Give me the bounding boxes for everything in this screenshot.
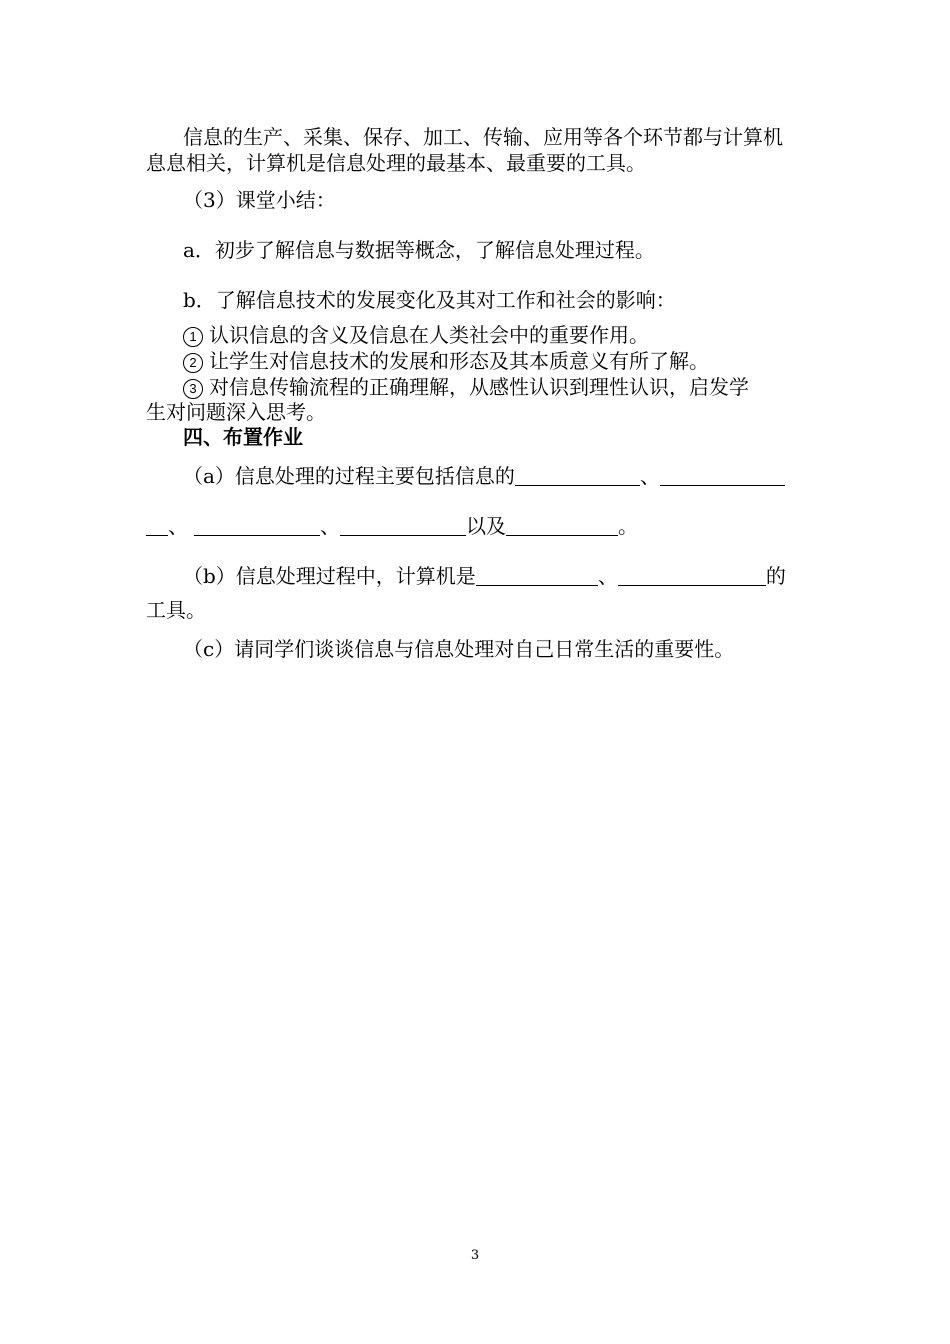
circled-number: 2: [183, 353, 203, 373]
answer-blank[interactable]: [515, 465, 640, 486]
circled-number: 3: [183, 379, 203, 399]
page-number: 3: [470, 1248, 480, 1263]
answer-blank[interactable]: [146, 515, 168, 536]
homework-b-line2: 工具。: [146, 598, 206, 622]
paragraph-line: 信息的生产、采集、保存、加工、传输、应用等各个环节都与计算机: [183, 125, 783, 149]
paragraph-line: 息息相关，计算机是信息处理的最基本、最重要的工具。: [146, 151, 646, 175]
point-text: 认识信息的含义及信息在人类社会中的重要作用。: [209, 323, 649, 347]
answer-blank[interactable]: [340, 515, 466, 536]
point-continuation: 生对问题深入思考。: [146, 400, 326, 424]
point-item: [183, 323, 847, 347]
circled-number: 1: [183, 327, 203, 347]
point-text: 让学生对信息技术的发展和形态及其本质意义有所了解。: [209, 349, 709, 373]
answer-blank[interactable]: [476, 565, 598, 586]
section-heading: 四、布置作业: [183, 425, 303, 449]
point-item: [183, 349, 847, 373]
summary-item-a: a．初步了解信息与数据等概念，了解信息处理过程。: [183, 238, 655, 262]
answer-blank[interactable]: [506, 515, 618, 536]
summary-heading: （3）课堂小结：: [183, 188, 336, 212]
homework-b-line1: （b）信息处理过程中，计算机是 、 的: [183, 564, 786, 588]
homework-a-line1: （a）信息处理的过程主要包括信息的 、: [183, 464, 847, 488]
answer-blank[interactable]: [618, 565, 766, 586]
summary-item-b: b．了解信息技术的发展变化及其对工作和社会的影响：: [183, 288, 676, 312]
point-item: [183, 375, 847, 399]
answer-blank[interactable]: [194, 515, 320, 536]
homework-c: （c）请同学们谈谈信息与信息处理对自己日常生活的重要性。: [183, 637, 735, 661]
homework-a-line2: 、 、 以及 。: [146, 514, 810, 538]
answer-blank[interactable]: [660, 465, 785, 486]
point-text: 对信息传输流程的正确理解，从感性认识到理性认识，启发学: [209, 375, 749, 399]
